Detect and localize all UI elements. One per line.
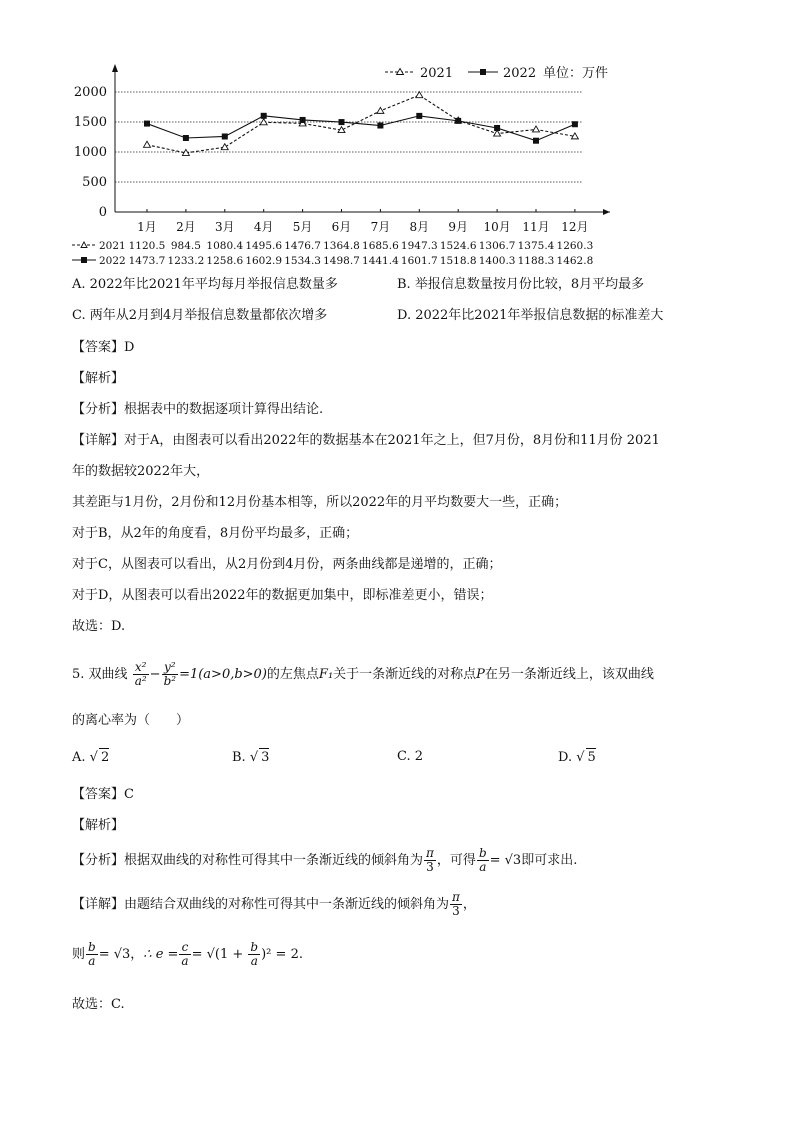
q5-choose: 故选：C.	[72, 997, 125, 1012]
data-label: 1602.9	[245, 255, 283, 265]
data-label: 1518.8	[439, 255, 477, 265]
data-label: 1441.4	[362, 255, 399, 265]
x-tick-label: 6月	[331, 220, 352, 234]
data-point-2021	[533, 126, 540, 132]
data-label: 1364.8	[323, 240, 360, 252]
x-tick-label: 3月	[214, 220, 235, 234]
q4-detail-line3: 其差距与1月份，2月份和12月份基本相等，所以2022年的月平均数要大一些，正确；	[72, 495, 568, 510]
q4-option-a: A. 2022年比2021年平均每月举报信息数量多	[72, 277, 338, 292]
y-tick-label: 0	[98, 205, 107, 220]
q5-stem-line2: 的离心率为（ ）	[72, 713, 190, 728]
data-point-2022	[455, 118, 461, 124]
data-point-2022	[533, 138, 539, 144]
data-label: 1685.6	[362, 240, 399, 252]
data-point-2022	[572, 121, 578, 127]
data-point-2021	[377, 107, 384, 113]
detail-tag: 【详解】	[72, 433, 125, 448]
legend-marker-2022	[480, 69, 486, 75]
fraction-y2-b2: $\frac{\text{y²}}{\text{b²}}$	[163, 660, 177, 688]
x-tick-label: 8月	[409, 220, 430, 234]
table-year-2021: 2021	[99, 240, 126, 252]
data-point-2022	[377, 123, 383, 129]
q4-choose: 故选：D.	[72, 619, 126, 634]
data-label: 1400.3	[478, 255, 516, 265]
q4-detail-line6: 对于D，从图表可以看出2022年的数据更加集中，即标准差更小，错误；	[72, 588, 493, 603]
data-label: 1080.4	[206, 240, 244, 252]
data-label: 1233.2	[167, 255, 205, 265]
y-tick-label: 2000	[73, 85, 107, 100]
data-point-2022	[416, 113, 422, 119]
table-legend-marker-2021	[81, 242, 87, 248]
data-label: 1258.6	[206, 255, 244, 265]
fenxi-tag: 【分析】	[72, 402, 125, 417]
data-point-2021	[221, 144, 228, 150]
q4-fenxi	[72, 401, 323, 419]
data-label: 984.5	[170, 240, 201, 252]
data-label: 1120.5	[128, 240, 166, 252]
data-label: 1462.8	[556, 255, 594, 265]
q5-stem-line1: 5. 双曲线 $\frac{\text{x²}}{\text{a²}}$ − $\frac{\text{y²}}{\text{b²}}$ =1(a>0,b>0)的左焦点F₁关于一条渐近线的对称点P在另一条渐近线上，该双曲线	[72, 660, 654, 688]
data-label: 1947.3	[400, 240, 438, 252]
q4-option-c: C. 两年从2月到4月举报信息数量都依次增多	[72, 308, 328, 323]
data-label: 1534.3	[284, 255, 321, 265]
data-label: 1375.4	[517, 240, 555, 252]
legend-label-2021: 2021	[420, 66, 454, 81]
data-label: 1306.7	[478, 240, 516, 252]
series-line-2022	[147, 116, 575, 141]
data-label: 1476.7	[284, 240, 321, 252]
y-tick-label: 500	[82, 175, 107, 190]
x-tick-label: 9月	[448, 220, 469, 234]
q4-detail-line1: 【详解】对于A，由图表可以看出2022年的数据基本在2021年之上，但7月份，8月份和11月份 2021	[72, 433, 660, 448]
q4-answer	[72, 339, 134, 357]
q5-analysis-tag: 【解析】	[72, 818, 125, 833]
answer-tag: 【答案】	[72, 340, 125, 355]
q4-detail-line5: 对于C，从图表可以看出，从2月份到4月份，两条曲线都是递增的，正确；	[72, 557, 502, 572]
data-point-2022	[183, 135, 189, 141]
q5-detail: 【详解】由题结合双曲线的对称性可得其中一条渐近线的倾斜角为 $\frac{\pi}{3}$ ，	[72, 890, 476, 918]
table-year-2022: 2022	[99, 255, 126, 265]
data-label: 1473.7	[128, 255, 166, 265]
data-point-2021	[416, 92, 423, 98]
data-point-2022	[144, 121, 150, 127]
data-point-2022	[222, 133, 228, 139]
x-tick-label: 10月	[483, 220, 511, 234]
unit-label: 单位：万件	[543, 66, 609, 81]
x-tick-label: 7月	[370, 220, 391, 234]
fraction-x2-a2: $\frac{\text{x²}}{\text{a²}}$	[134, 660, 147, 688]
data-label: 1188.3	[517, 255, 555, 265]
x-tick-label: 5月	[292, 220, 313, 234]
y-tick-label: 1000	[73, 145, 107, 160]
data-label: 1524.6	[439, 240, 477, 252]
data-label: 1495.6	[245, 240, 283, 252]
answer-value: D	[124, 340, 135, 355]
table-legend-marker-2022	[81, 257, 87, 263]
x-axis-arrow	[603, 209, 610, 215]
x-tick-label: 2月	[176, 220, 196, 234]
x-tick-label: 4月	[253, 220, 274, 234]
x-tick-label: 1月	[137, 220, 157, 234]
fenxi-text: 根据表中的数据逐项计算得出结论.	[124, 402, 324, 417]
data-label: 1260.3	[556, 240, 594, 252]
line-chart	[60, 55, 620, 265]
q4-detail-line4: 对于B，从2年的角度看，8月份平均最多，正确；	[72, 526, 359, 541]
q5-then: 则 $\frac{b}{a}$ = √3，∴ e = $\frac{c}{a}$ = √(1 + $\frac{b}{a}$ )² = 2.	[72, 940, 303, 968]
q5-answer: 【答案】C	[72, 787, 134, 802]
q5-option-a: A. √ 2	[72, 750, 110, 765]
q5-option-d: D. √ 5	[558, 750, 596, 765]
data-point-2021	[494, 130, 501, 136]
q5-option-c: C. 2	[397, 749, 424, 764]
data-label: 1498.7	[323, 255, 360, 265]
data-point-2022	[300, 117, 306, 123]
data-label: 1601.7	[400, 255, 438, 265]
data-point-2022	[339, 119, 345, 125]
legend-label-2022: 2022	[503, 66, 537, 81]
data-point-2021	[144, 141, 151, 147]
q4-analysis-tag: 【解析】	[72, 371, 125, 386]
q5-fenxi: 【分析】根据双曲线的对称性可得其中一条渐近线的倾斜角为 $\frac{\pi}{3}$ ，可得 $\frac{b}{a}$ = √3即可求出.	[72, 846, 578, 874]
data-point-2022	[261, 113, 267, 119]
data-point-2022	[494, 125, 500, 131]
x-tick-label: 12月	[561, 220, 589, 234]
y-axis-arrow	[112, 64, 118, 72]
q4-option-b: B. 举报信息数量按月份比较，8月平均最多	[397, 277, 645, 292]
q5-option-b: B. √ 3	[232, 750, 270, 765]
q4-detail-line2: 年的数据较2022年大，	[72, 464, 210, 479]
x-tick-label: 11月	[522, 220, 550, 234]
q4-option-d: D. 2022年比2021年举报信息数据的标准差大	[397, 308, 664, 323]
y-tick-label: 1500	[73, 115, 107, 130]
